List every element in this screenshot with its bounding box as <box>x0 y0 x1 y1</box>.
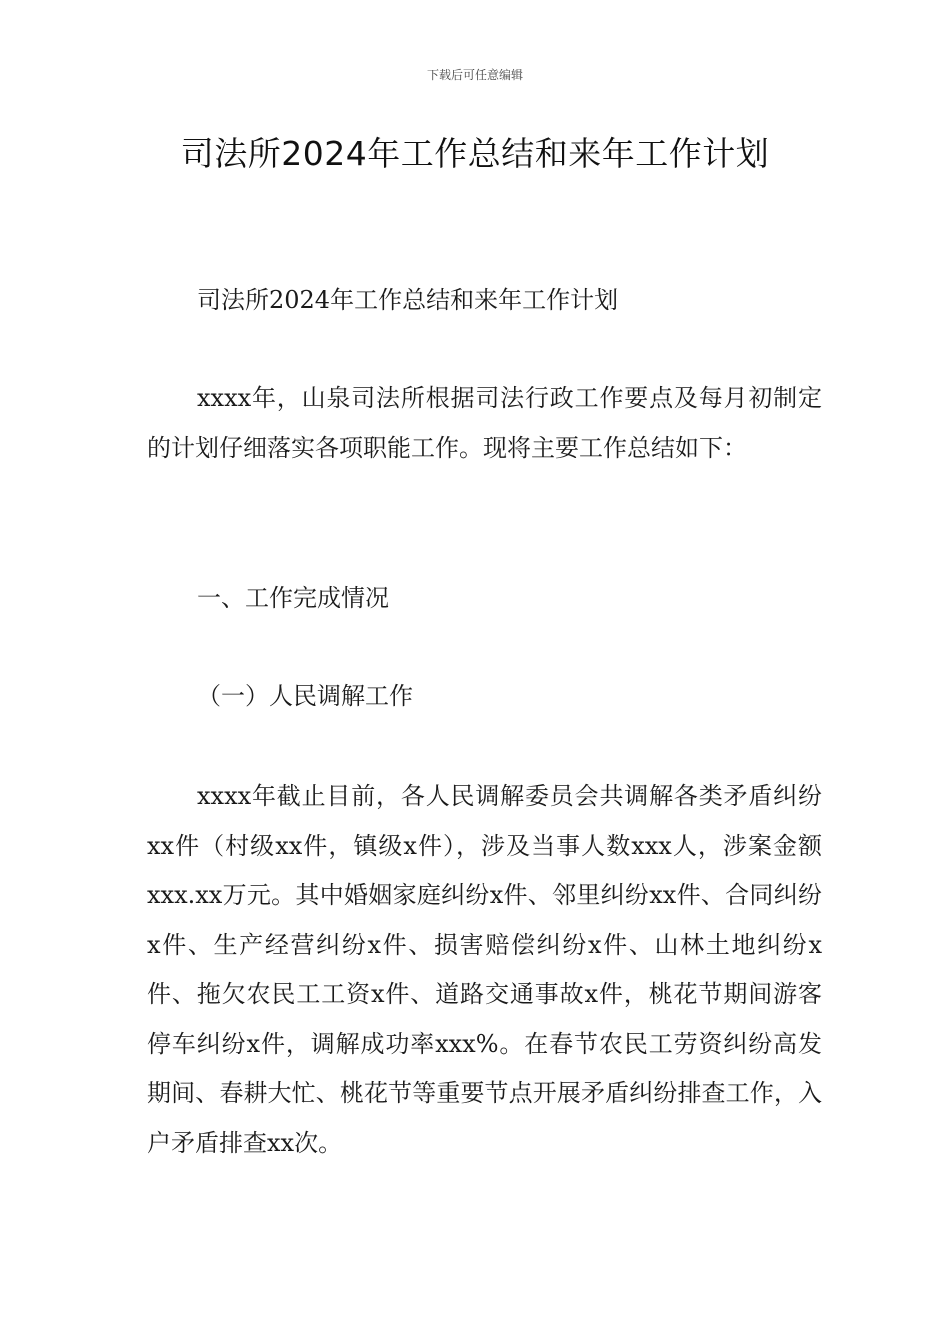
section-heading-1: 一、工作完成情况 <box>197 584 389 612</box>
document-subtitle: 司法所2024年工作总结和来年工作计划 <box>197 286 619 314</box>
document-title: 司法所2024年工作总结和来年工作计划 <box>180 134 770 173</box>
mediation-paragraph: xxxx年截止目前，各人民调解委员会共调解各类矛盾纠纷xx件（村级xx件，镇级x件），涉及当事人数xxx人，涉案金额xxx.xx万元。其中婚姻家庭纠纷x件、邻里纠纷xx件、合同纠纷x件、生产经营纠纷x件、损害赔偿纠纷x件、山林土地纠纷x件、拖欠农民工工资x件、道路交通事故x件，桃花节期间游客停车纠纷x件，调解成功率xxx%。在春节农民工劳资纠纷高发期间、春耕大忙、桃花节等重要节点开展矛盾纠纷排查工作，入户矛盾排查xx次。 <box>147 782 822 1157</box>
subsection-heading-1: （一）人民调解工作 <box>197 682 413 710</box>
intro-paragraph: xxxx年，山泉司法所根据司法行政工作要点及每月初制定的计划仔细落实各项职能工作。现将主要工作总结如下： <box>147 384 822 462</box>
header-note: 下载后可任意编辑 <box>426 68 523 82</box>
